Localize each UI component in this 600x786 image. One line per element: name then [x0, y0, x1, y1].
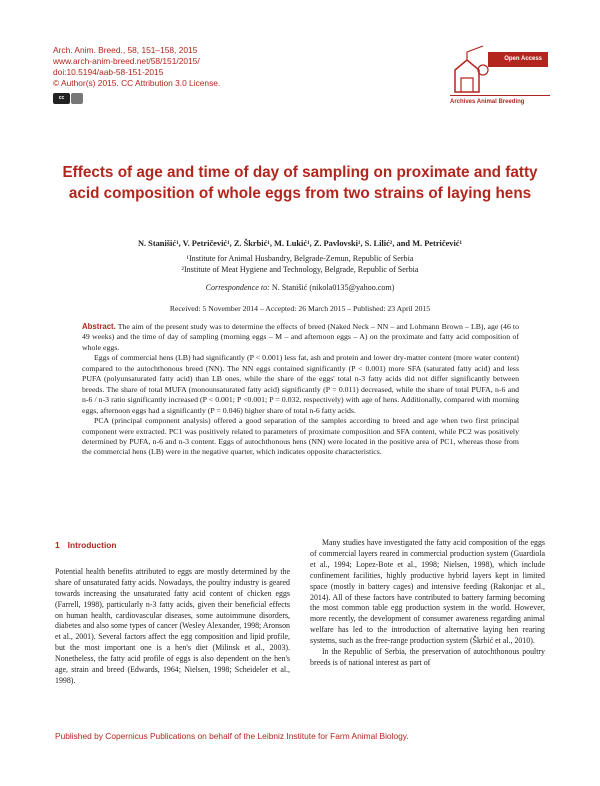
abstract-p1 [82, 322, 519, 353]
journal-url[interactable]: www.arch-anim-breed.net/58/151/2015/ [53, 56, 200, 66]
correspondence [40, 283, 560, 292]
section-number: 1 [55, 540, 60, 550]
affiliation-1: ¹Institute for Animal Husbandry, Belgrade-Zemun, Republic of Serbia [186, 254, 414, 263]
correspondence-label: Correspondence to: [205, 283, 270, 292]
article-title: Effects of age and time of day of sampling on proximate and fatty acid composition of whole eggs from two strains of laying hens [62, 164, 538, 202]
journal-header [53, 45, 293, 89]
intro-paragraph-2: Many studies have investigated the fatty acid composition of the eggs of commercial layers reared in commercial production system (Guardiola et al., 1994; Lopez-Bote et al., 1998; Nielsen, 1998), which include confinement facilities, highly productive hybrid layers kept in limited space (mostly in battery cages) and intensive feeding (Rakonjac et al., 2014). All of these factors have contributed to battery farming becoming the most common table egg production system in the world. However, more recently, the development of consumer awareness regarding animal welfare has led to the introduction of alternative laying hen rearing systems, such as the free-range production system (Škrbić et al., 2010). [310, 538, 545, 646]
copyright: © Author(s) 2015. CC Attribution 3.0 License. [53, 78, 221, 88]
journal-logo-icon [447, 40, 557, 108]
received-dates: Received: 5 November 2014 – Accepted: 26 March 2015 – Published: 23 April 2015 [169, 304, 431, 313]
affiliation-2: ²Institute of Meat Hygiene and Technology, Belgrade, Republic of Serbia [181, 265, 419, 274]
logo-rule [450, 95, 550, 96]
section-heading-introduction [55, 540, 290, 551]
abstract-p2: Eggs of commercial hens (LB) had significantly (P < 0.001) less fat, ash and protein and lower dry-matter content (more water content) compared to the autochthonous breed (NN). The NN eggs contained significantly (P < 0.001) more SFA (saturated fatty acid) and less PUFA (polyunsaturated fatty acid) than LB ones, while the share of the eggs' total n-3 fatty acids did not differ significantly between breeds. The share of total MUFA (monounsaturated fatty acid) significantly (P = 0.011) decreased, while the share of total PUFA, n-6 and n-6 / n-3 ratio significantly increased (P < 0.001; P <0.001; P = 0.032, respectively) with age of hens. Additionally, compared with morning eggs, afternoon eggs had a significantly (P = 0.046) higher share of total n-6 fatty acids. [82, 353, 519, 415]
cc-license-icon[interactable]: cc [53, 93, 70, 104]
abstract-p1-text: The aim of the present study was to determine the effects of breed (Naked Neck – NN – and Lohmann Brown – LB), age (46 to 49 weeks) and the time of day of sampling (morning eggs – M – and afternoon eggs – A) on the proximate and fatty acid composition of whole eggs. [82, 322, 519, 352]
intro-paragraph-3: In the Republic of Serbia, the preservation of autochthonous poultry breeds is of national interest as part of [310, 647, 545, 667]
abstract-p3: PCA (principal component analysis) offered a good separation of the samples according to breed and age when two first principal component were extracted. PC1 was positively related to parameters of proximate composition and SFA content, while PC2 was positively determined by PUFA, n-6 and n-3 content. Eggs of autochthonous hens (NN) were located in the positive area of PC1, whereas those from the commercial hens (LB) were in the negative quarter, which indicates opposite characteristics. [82, 416, 519, 457]
doi[interactable]: doi:10.5194/aab-58-151-2015 [53, 67, 164, 77]
publisher-footer: Published by Copernicus Publications on behalf of the Leibniz Institute for Farm Animal Biology. [55, 731, 409, 741]
abstract [82, 322, 519, 458]
abstract-label: Abstract. [82, 322, 116, 331]
correspondence-text[interactable]: N. Stanišić (nikola0135@yahoo.com) [271, 283, 395, 292]
section-title: Introduction [67, 540, 117, 550]
column-left [55, 540, 290, 687]
open-access-badge: Open Access [488, 52, 548, 67]
cc-by-icon [71, 93, 83, 104]
citation: Arch. Anim. Breed., 58, 151–158, 2015 [53, 45, 198, 55]
intro-paragraph-1: Potential health benefits attributed to eggs are mostly determined by the share of unsaturated fatty acids. Nowadays, the poultry industry is geared towards increasing the unsaturated fatty acid content of chicken eggs (Farrell, 1998), particularly n-3 fatty acids, given their beneficial effects on human health, cardiovascular diseases, some autoimmune disorders, diabetes and also some types of cancer (Wesley Alexander, 1998; Aronson et al., 2001). Several factors affect the egg composition and lipid profile, but the most important one is a hen's diet (Milinsk et al., 2003). Nonetheless, the fatty acid profile of eggs is also dependent on the hen's age, strain and breed (Edwards, 1964; Nielsen, 1998; Scheideler et al., 1998). [55, 566, 290, 685]
journal-name: Archives Animal Breeding [450, 99, 525, 105]
author-list: N. Stanišić¹, V. Petričević¹, Z. Škrbić¹, M. Lukić¹, Z. Pavlovski¹, S. Lilić², and M. Petričević¹ [137, 239, 463, 248]
column-right [310, 538, 545, 669]
